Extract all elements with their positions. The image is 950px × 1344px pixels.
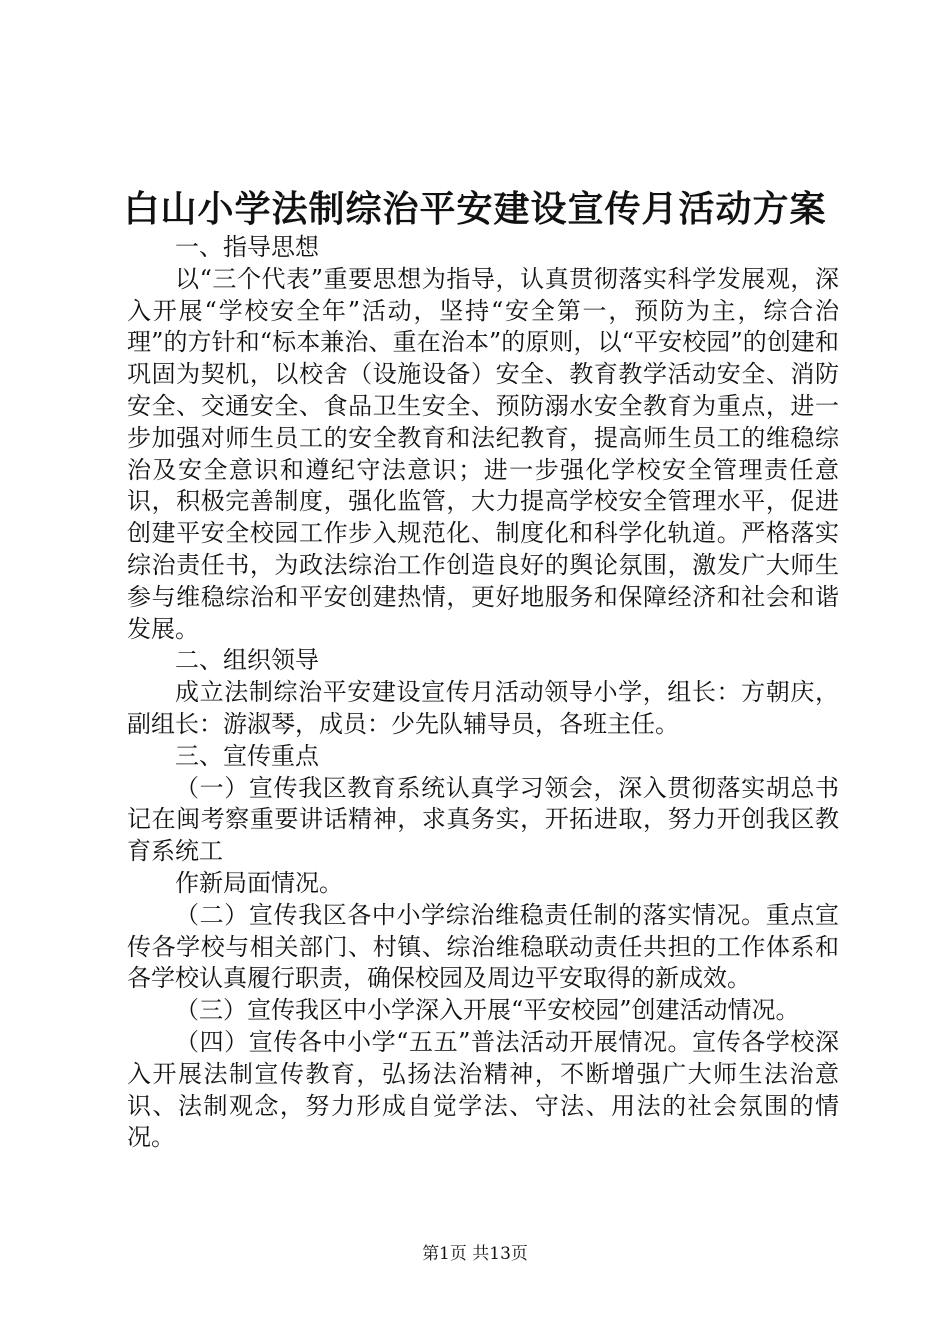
paragraph-focus-4: （四）宣传各中小学“五五”普法活动开展情况。宣传各学校深入开展法制宣传教育，弘扬法治精神，不断增强广大师生法治意识、法制观念，努力形成自觉学法、守法、用法的社会氛围的情况。 bbox=[127, 1027, 839, 1152]
paragraph-organization: 成立法制综治平安建设宣传月活动领导小学，组长：方朝庆，副组长：游淑琴，成员：少先队辅导员，各班主任。 bbox=[127, 678, 839, 738]
paragraph-guiding-ideology: 以“三个代表”重要思想为指导，认真贯彻落实科学发展观，深入开展“学校安全年”活动，坚持“安全第一，预防为主，综合治理”的方针和“标本兼治、重在治本”的原则，以“平安校园”的创建和巩固为契机，以校舍（设施设备）安全、教育教学活动安全、消防安全、交通安全、食品卫生安全、预防溺水安全教育为重点，进一步加强对师生员工的安全教育和法纪教育，提高师生员工的维稳综治及安全意识和遵纪守法意识；进一步强化学校安全管理责任意识，积极完善制度，强化监管，大力提高学校安全管理水平，促进创建平安全校园工作步入规范化、制度化和科学化轨道。严格落实综治责任书，为政法综治工作创造良好的舆论氛围，激发广大师生参与维稳综治和平安创建热情，更好地服务和保障经济和社会和谐发展。 bbox=[127, 264, 839, 643]
section-heading-organization: 二、组织领导 bbox=[175, 646, 319, 675]
page-footer: 第1页 共13页 bbox=[422, 1244, 528, 1264]
paragraph-focus-1: （一）宣传我区教育系统认真学习领会，深入贯彻落实胡总书记在闽考察重要讲话精神，求真务实，开拓进取，努力开创我区教育系统工 bbox=[127, 773, 839, 866]
document-body bbox=[127, 232, 839, 1154]
paragraph-focus-2: （二）宣传我区各中小学综治维稳责任制的落实情况。重点宣传各学校与相关部门、村镇、综治维稳联动责任共担的工作体系和各学校认真履行职责，确保校园及周边平安取得的新成效。 bbox=[127, 900, 839, 993]
paragraph-focus-3: （三）宣传我区中小学深入开展“平安校园”创建活动情况。 bbox=[175, 996, 800, 1025]
document-title: 白山小学法制综治平安建设宣传月活动方案 bbox=[123, 188, 827, 230]
paragraph-focus-1-continued: 作新局面情况。 bbox=[175, 868, 343, 897]
section-heading-publicity-focus: 三、宣传重点 bbox=[175, 741, 319, 770]
section-heading-guiding-ideology: 一、指导思想 bbox=[175, 233, 319, 261]
